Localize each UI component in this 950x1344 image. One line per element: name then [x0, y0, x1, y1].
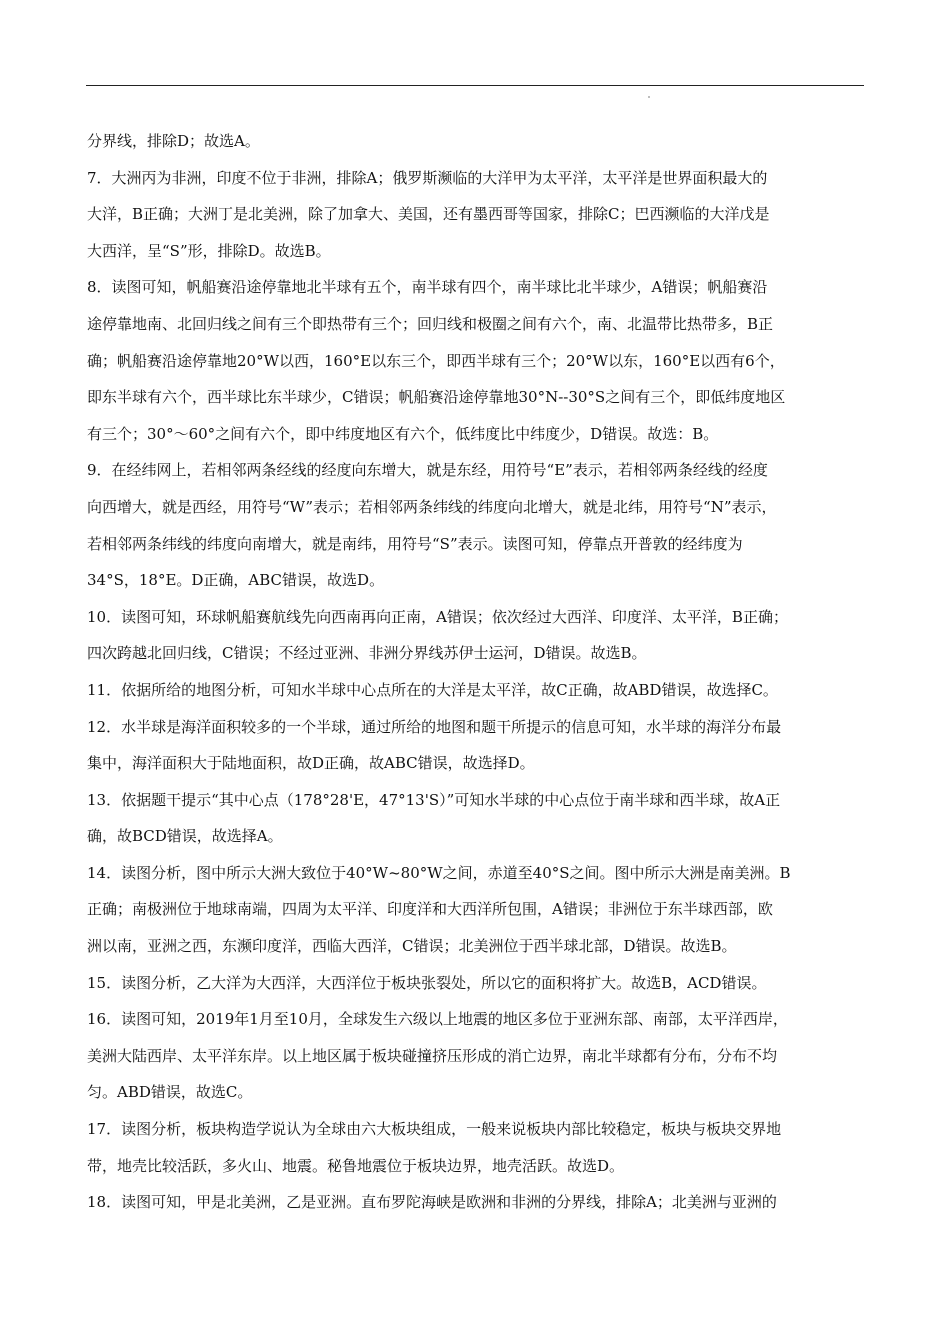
- text-line: 四次跨越北回归线，C错误；不经过亚洲、非洲分界线苏伊士运河，D错误。故选B。: [87, 644, 647, 663]
- text-line: 34°S，18°E。D正确，ABC错误，故选D。: [87, 571, 385, 590]
- text-line: 16．读图可知，2019年1月至10月，全球发生六级以上地震的地区多位于亚洲东部、南部，太平洋西岸，: [87, 1010, 788, 1029]
- text-line: 17．读图分析，板块构造学说认为全球由六大板块组成，一般来说板块内部比较稳定，板块与板块交界地: [87, 1120, 782, 1139]
- text-line: 美洲大陆西岸、太平洋东岸。以上地区属于板块碰撞挤压形成的消亡边界，南北半球都有分布，分布不均: [87, 1046, 778, 1065]
- answer-paragraph: [87, 782, 862, 855]
- text-line: 18．读图可知，甲是北美洲，乙是亚洲。直布罗陀海峡是欧洲和非洲的分界线，排除A；北美洲与亚洲的: [87, 1193, 777, 1212]
- answer-paragraph: [87, 1001, 862, 1111]
- header-rule: [86, 85, 864, 86]
- text-line: 洲以南，亚洲之西，东濒印度洋，西临大西洋，C错误；北美洲位于西半球北部，D错误。故选B。: [87, 937, 737, 956]
- text-line: 分界线，排除D；故选A。: [87, 132, 260, 150]
- answer-paragraph: [87, 160, 862, 270]
- answer-paragraph: [87, 452, 862, 598]
- text-line: 14．读图分析，图中所示大洲大致位于40°W~80°W之间，赤道至40°S之间。图中所示大洲是南美洲。B: [87, 863, 791, 882]
- text-line: 有三个；30°～60°之间有六个，即中纬度地区有六个，低纬度比中纬度少，D错误。故选：B。: [87, 424, 719, 443]
- text-line: 9．在经纬网上，若相邻两条经线的经度向东增大，就是东经，用符号“E”表示，若相邻两条经线的经度: [87, 461, 768, 480]
- text-line: 匀。ABD错误，故选C。: [87, 1083, 253, 1102]
- text-line: 12．水半球是海洋面积较多的一个半球，通过所给的地图和题干所提示的信息可知，水半球的海洋分布最: [87, 717, 782, 736]
- text-line: 带，地壳比较活跃，多火山、地震。秘鲁地震位于板块边界，地壳活跃。故选D。: [87, 1156, 625, 1175]
- answer-paragraph: [87, 855, 862, 965]
- text-line: 正确；南极洲位于地球南端，四周为太平洋、印度洋和大西洋所包围，A错误；非洲位于东半球西部，欧: [87, 900, 773, 919]
- header-dot: [648, 96, 650, 98]
- answer-paragraph: [87, 599, 862, 672]
- text-line: 大西洋，呈“S”形，排除D。故选B。: [87, 241, 331, 260]
- text-line: 13．依据题干提示“其中心点（178°28'E，47°13'S）”可知水半球的中心点位于南半球和西半球，故A正: [87, 790, 781, 809]
- text-line: 向西增大，就是西经，用符号“W”表示；若相邻两条纬线的纬度向北增大，就是北纬，用符号“N”表示，: [87, 497, 777, 516]
- text-line: 10．读图可知，环球帆船赛航线先向西南再向正南，A错误；依次经过大西洋、印度洋、太平洋，B正确；: [87, 607, 788, 626]
- text-line: 集中，海洋面积大于陆地面积，故D正确，故ABC错误，故选择D。: [87, 754, 535, 773]
- answer-text-body: [87, 123, 862, 1221]
- answer-paragraph: [87, 123, 862, 160]
- answer-paragraph: [87, 1184, 862, 1221]
- answer-paragraph: [87, 1111, 862, 1184]
- text-line: 途停靠地南、北回归线之间有三个即热带有三个；回归线和极圈之间有六个，南、北温带比热带多，B正: [87, 314, 774, 333]
- text-line: 确；帆船赛沿途停靠地20°W以西，160°E以东三个，即西半球有三个；20°W以东，160°E以西有6个，: [87, 351, 785, 370]
- text-line: 确，故BCD错误，故选择A。: [87, 827, 283, 846]
- answer-paragraph: [87, 269, 862, 452]
- answer-paragraph: [87, 672, 862, 709]
- text-line: 即东半球有六个，西半球比东半球少，C错误；帆船赛沿途停靠地30°N--30°S之间有三个，即低纬度地区: [87, 388, 786, 407]
- answer-paragraph: [87, 709, 862, 782]
- text-line: 8．读图可知，帆船赛沿途停靠地北半球有五个，南半球有四个，南半球比北半球少，A错误；帆船赛沿: [87, 278, 768, 297]
- answer-paragraph: [87, 965, 862, 1002]
- text-line: 11．依据所给的地图分析，可知水半球中心点所在的大洋是太平洋，故C正确，故ABD错误，故选择C。: [87, 680, 778, 699]
- text-line: 7．大洲丙为非洲，印度不位于非洲，排除A；俄罗斯濒临的大洋甲为太平洋，太平洋是世界面积最大的: [87, 168, 768, 187]
- text-line: 15．读图分析，乙大洋为大西洋，大西洋位于板块张裂处，所以它的面积将扩大。故选B，ACD错误。: [87, 973, 767, 992]
- text-line: 大洋，B正确；大洲丁是北美洲，除了加拿大、美国，还有墨西哥等国家，排除C；巴西濒临的大洋戊是: [87, 205, 770, 224]
- text-line: 若相邻两条纬线的纬度向南增大，就是南纬，用符号“S”表示。读图可知，停靠点开普敦的经纬度为: [87, 534, 743, 553]
